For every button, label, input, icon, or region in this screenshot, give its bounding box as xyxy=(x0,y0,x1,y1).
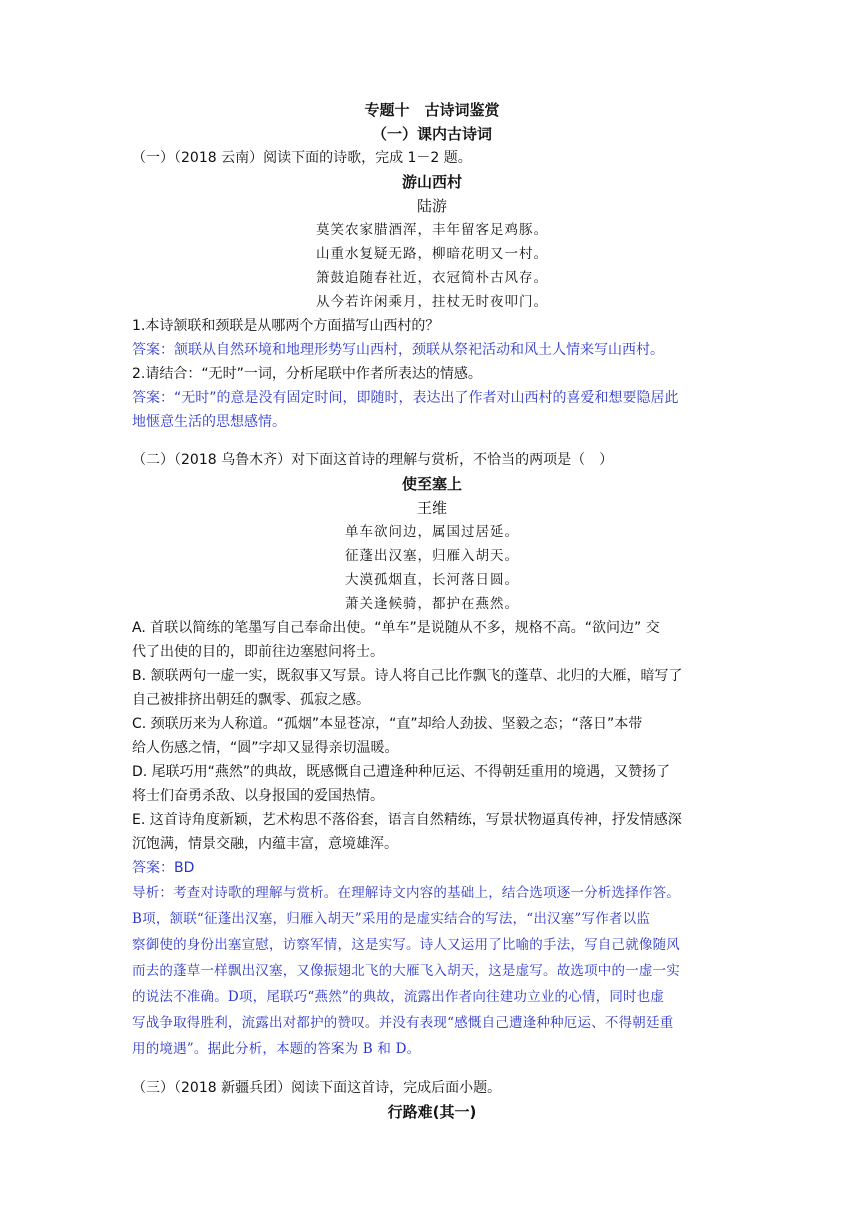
q2-poem-line: 大漠孤烟直，长河落日圆。 xyxy=(345,572,519,588)
q1-poem-line: 从今若许闲乘月，拄杖无时夜叩门。 xyxy=(316,294,548,310)
answer-1: 答案：颔联从自然环境和地理形势写山西村，颈联从祭祀活动和风土人情来写山西村。 xyxy=(132,342,664,358)
spacer xyxy=(132,1062,732,1076)
q1-poem-title: 游山西村 xyxy=(401,173,462,191)
guide-line: 用的境遇”。据此分析，本题的答案为 B 和 D。 xyxy=(132,1041,421,1057)
q2-poem-line: 萧关逢候骑，都护在燕然。 xyxy=(345,596,519,612)
guide-line: 察御使的身份出塞宣慰，访察军情，这是实写。诗人又运用了比喻的手法，写自己就像随风 xyxy=(132,937,680,953)
guide-line: B项，颔联“征蓬出汉塞，归雁入胡天”采用的是虚实结合的写法，“出汉塞”写作者以监 xyxy=(132,911,651,927)
option-b-line: B. 颔联两句一虚一实，既叙事又写景。诗人将自己比作飘飞的蓬草、北归的大雁，暗写了 xyxy=(132,668,683,684)
q2-intro: （二）（2018 乌鲁木齐）对下面这首诗的理解与赏析，不恰当的两项是（ ） xyxy=(132,452,614,468)
answer-2-line: 地惬意生活的思想感情。 xyxy=(132,414,286,430)
q2-poem-line: 单车欲问边，属国过居延。 xyxy=(345,524,519,540)
q1-poem-line: 莫笑农家腊酒浑，丰年留客足鸡豚。 xyxy=(316,222,548,238)
guide-line: 而去的蓬草一样飘出汉塞，又像振翅北飞的大雁飞入胡天，这是虚写。故选项中的一虚一实 xyxy=(132,963,680,979)
spacer xyxy=(132,434,732,448)
option-b-line: 自己被排挤出朝廷的飘零、孤寂之感。 xyxy=(132,692,370,708)
q1-author: 陆游 xyxy=(416,197,447,215)
option-a-line: 代了出使的目的，即前往边塞慰问将士。 xyxy=(132,644,384,660)
q3-poem-title: 行路难(其一) xyxy=(387,1103,477,1121)
option-e-line: E. 这首诗角度新颖，艺术构思不落俗套，语言自然精练，写景状物逼真传神，抒发情感深 xyxy=(132,812,682,828)
question-2: 2.请结合：“无时”一词，分析尾联中作者所表达的情感。 xyxy=(132,366,482,382)
q3-intro: （三）（2018 新疆兵团）阅读下面这首诗，完成后面小题。 xyxy=(132,1080,502,1096)
q2-answer: 答案：BD xyxy=(132,860,195,876)
guide-line: 导析：考查对诗歌的理解与赏析。在理解诗文内容的基础上，结合选项逐一分析选择作答。 xyxy=(132,885,680,901)
document-page xyxy=(132,98,732,1124)
q1-poem-line: 山重水复疑无路，柳暗花明又一村。 xyxy=(316,246,548,262)
q2-poem-line: 征蓬出汉塞，归雁入胡天。 xyxy=(345,548,519,564)
answer-2-line: 答案：“无时”的意是没有固定时间，即随时，表达出了作者对山西村的喜爱和想要隐居此 xyxy=(132,390,679,406)
q1-intro: （一）（2018 云南）阅读下面的诗歌，完成 1－2 题。 xyxy=(132,150,472,166)
option-d-line: 将士们奋勇杀敌、以身报国的爱国热情。 xyxy=(132,788,384,804)
q2-author: 王维 xyxy=(416,499,447,517)
q2-poem-title: 使至塞上 xyxy=(401,475,462,493)
q1-poem-line: 箫鼓追随春社近，衣冠简朴古风存。 xyxy=(316,270,548,286)
topic-title: 专题十 古诗词鉴赏 xyxy=(364,101,500,119)
guide-line: 写战争取得胜利，流露出对都护的赞叹。并没有表现“感慨自己遭逢种种厄运、不得朝廷重 xyxy=(132,1015,674,1031)
question-1: 1.本诗颔联和颈联是从哪两个方面描写山西村的？ xyxy=(132,318,440,334)
option-a-line: A. 首联以简练的笔墨写自己奉命出使。“单车”是说随从不多，规格不高。“欲问边” 交 xyxy=(132,620,660,636)
option-c-line: C. 颈联历来为人称道。“孤烟”本显苍凉，“直”却给人劲拔、坚毅之态；“落日”本带 xyxy=(132,716,643,732)
guide-line: 的说法不准确。D项，尾联巧“燕然”的典故，流露出作者向往建功立业的心情，同时也虚 xyxy=(132,989,665,1005)
option-e-line: 沉饱满，情景交融，内蕴丰富，意境雄浑。 xyxy=(132,836,398,852)
section-title: （一）课内古诗词 xyxy=(371,125,492,143)
option-c-line: 给人伤感之情，“圆”字却又显得亲切温暖。 xyxy=(132,740,399,756)
option-d-line: D. 尾联巧用“燕然”的典故，既感慨自己遭逢种种厄运、不得朝廷重用的境遇，又赞扬了 xyxy=(132,764,671,780)
